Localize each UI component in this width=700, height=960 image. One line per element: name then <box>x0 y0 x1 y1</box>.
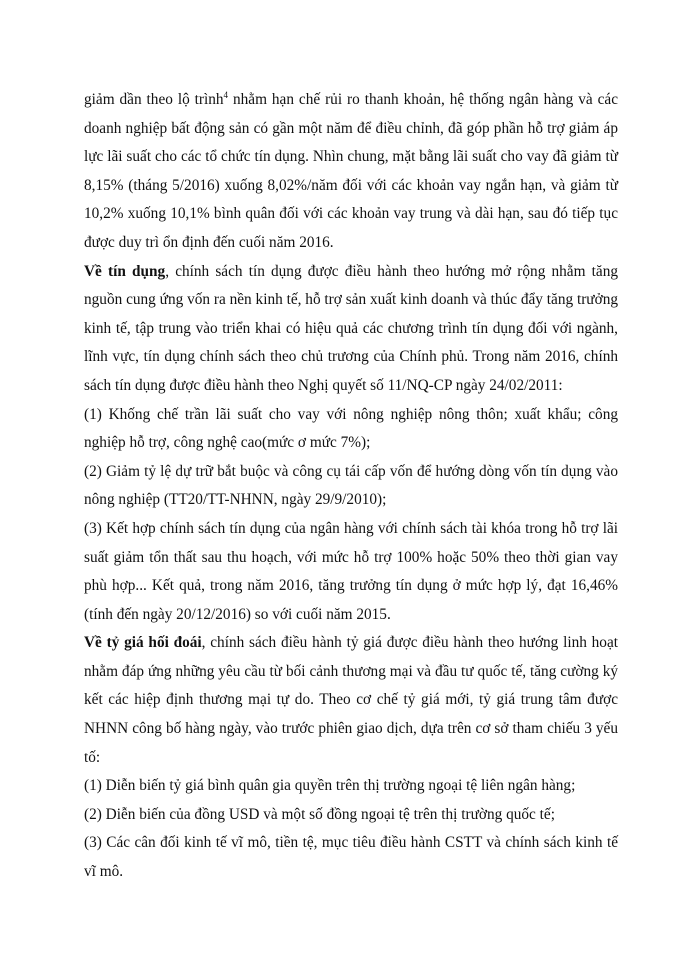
section-label-credit: Về tín dụng <box>84 262 166 280</box>
section-label-exchange-rate: Về tỷ giá hối đoái <box>84 634 202 652</box>
paragraph-text: nhằm hạn chế rủi ro thanh khoản, hệ thống ngân hàng và các doanh nghiệp bất động sản có gần một năm để điều chỉnh, đã góp phần hỗ trợ giảm áp lực lãi suất cho các tổ chức tín dụng. Nhìn chung, mặt bằng lãi suất cho vay đã giảm từ 8,15% (tháng 5/2016) xuống 8,02%/năm đối với các khoản vay ngắn hạn, và giảm từ 10,2% xuống 10,1% bình quân đối với các khoản vay trung và dài hạn, sau đó tiếp tục được duy trì ổn định đến cuối năm 2016. <box>84 91 618 251</box>
paragraph-text: , chính sách tín dụng được điều hành theo hướng mở rộng nhằm tăng nguồn cung ứng vốn ra nền kinh tế, hỗ trợ sản xuất kinh doanh và thúc đẩy tăng trưởng kinh tế, tập trung vào triển khai có hiệu quả các chương trình tín dụng đối với ngành, lĩnh vực, tín dụng chính sách theo chủ trương của Chính phủ. Trong năm 2016, chính sách tín dụng được điều hành theo Nghị quyết số 11/NQ-CP ngày 24/02/2011: <box>84 262 618 394</box>
credit-item-2: (2) Giảm tỷ lệ dự trữ bắt buộc và công cụ tái cấp vốn để hướng dòng vốn tín dụng vào nông nghiệp (TT20/TT-NHNN, ngày 29/9/2010); <box>84 462 618 509</box>
document-page <box>84 86 618 887</box>
fx-item-1: (1) Diễn biến tỷ giá bình quân gia quyền trên thị trường ngoại tệ liên ngân hàng; <box>84 777 576 795</box>
credit-item-1: (1) Khống chế trần lãi suất cho vay với nông nghiệp nông thôn; xuất khẩu; công nghiệp hỗ trợ, công nghệ cao(mức ơ mức 7%); <box>84 405 618 452</box>
paragraph-text: giảm dần theo lộ trình <box>84 91 224 108</box>
footnote-marker: 4 <box>223 89 229 100</box>
paragraph-credit <box>84 258 618 401</box>
credit-item-3: (3) Kết hợp chính sách tín dụng của ngân hàng với chính sách tài khóa trong hỗ trợ lãi suất giảm tổn thất sau thu hoạch, với mức hỗ trợ 100% hoặc 50% theo thời gian vay phù hợp... Kết quả, trong năm 2016, tăng trưởng tín dụng ở mức hợp lý, đạt 16,46% (tính đến ngày 20/12/2016) so với cuối năm 2015. <box>84 519 618 623</box>
paragraph-interest-rate <box>84 86 618 258</box>
paragraph-text: , chính sách điều hành tỷ giá được điều hành theo hướng linh hoạt nhằm đáp ứng những yêu cầu từ bối cảnh thương mại và đầu tư quốc tế, tăng cường ký kết các hiệp định thương mại tự do. Theo cơ chế tỷ giá mới, tỷ giá trung tâm được NHNN công bố hàng ngày, vào trước phiên giao dịch, dựa trên cơ sở tham chiếu 3 yếu tố: <box>84 634 619 766</box>
fx-item-2: (2) Diễn biến của đồng USD và một số đồng ngoại tệ trên thị trường quốc tế; <box>84 805 555 823</box>
paragraph-exchange-rate <box>84 629 618 772</box>
fx-item-3: (3) Các cân đối kinh tế vĩ mô, tiền tệ, mục tiêu điều hành CSTT và chính sách kinh tế vĩ mô. <box>84 834 618 881</box>
